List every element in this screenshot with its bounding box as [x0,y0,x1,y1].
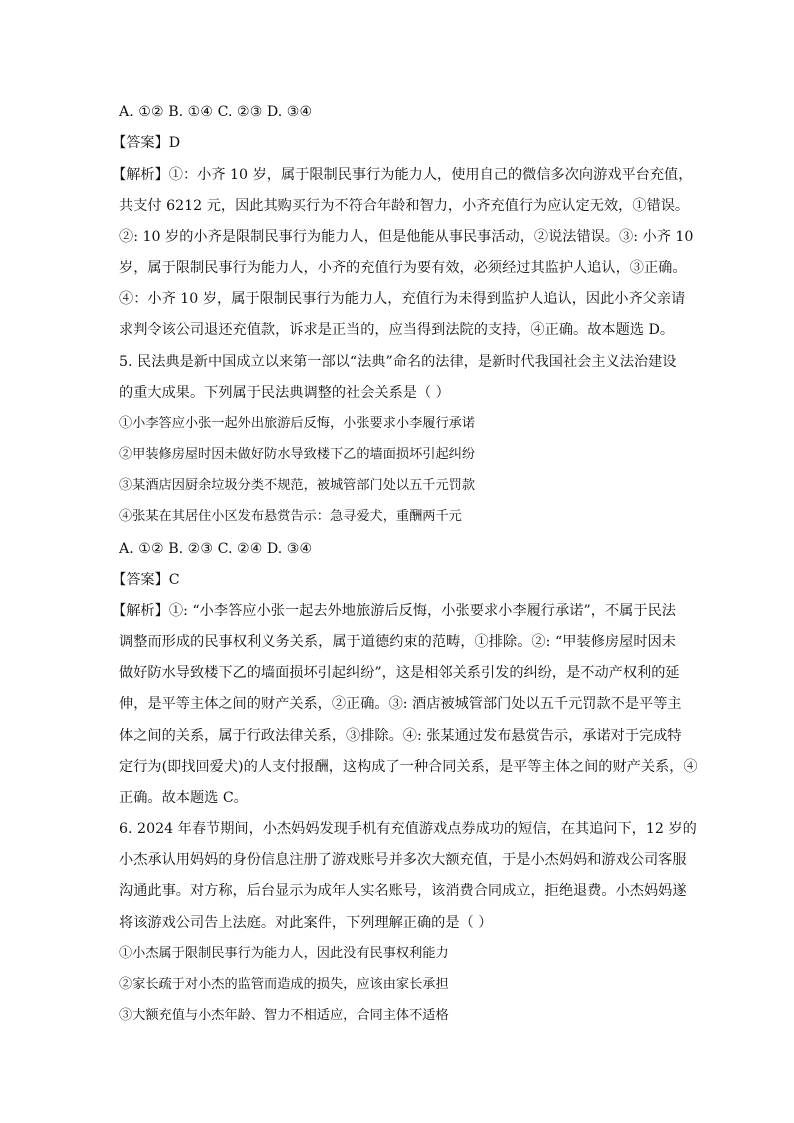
q4-analysis-line-5: ④：小齐 10 岁，属于限制民事行为能力人，充值行为未得到监护人追认，因此小齐父亲请 [119,291,686,307]
q5-options: A. ①② B. ②③ C. ②④ D. ③④ [119,541,313,557]
q4-analysis-line-6: 求判令该公司退还充值款，诉求是正当的，应当得到法院的支持，④正确。故本题选 D。 [119,322,675,338]
q4-analysis-line-2: 共支付 6212 元，因此其购买行为不符合年龄和智力，小齐充值行为应认定无效，①错误。 [119,198,690,214]
q4-options: A. ①② B. ①④ C. ②③ D. ③④ [119,104,313,120]
q6-item-1: ①小杰属于限制民事行为能力人，因此没有民事权利能力 [119,946,449,961]
q6-stem-line-2: 小杰承认用妈妈的身份信息注册了游戏账号并多次大额充值，于是小杰妈妈和游戏公司客服 [119,852,687,868]
q4-analysis-line-4: 岁，属于限制民事行为能力人，小齐的充值行为要有效，必须经过其监护人追认，③正确。 [119,260,687,276]
q5-analysis-line-5: 体之间的关系，属于行政法律关系，③排除。④: 张某通过发布悬赏告示，承诺对于完成特 [119,728,682,744]
q6-stem-line-3: 沟通此事。对方称，后台显示为成年人实名账号，该消费合同成立，拒绝退费。小杰妈妈遂 [119,883,687,899]
q4-analysis-line-1: 【解析】①：小齐 10 岁，属于限制民事行为能力人，使用自己的微信多次向游戏平台充值， [112,167,693,183]
q5-stem-line-2: 的重大成果。下列属于民法典调整的社会关系是（ ） [119,385,450,401]
q5-item-1: ①小李答应小张一起外出旅游后反悔，小张要求小李履行承诺 [119,416,476,431]
q5-analysis-line-3: 做好防水导致楼下乙的墙面损坏引起纠纷”，这是相邻关系引发的纠纷，是不动产权利的延 [119,665,680,681]
q5-stem-line-1: 5. 民法典是新中国成立以来第一部以“法典”命名的法律，是新时代我国社会主义法治建设 [119,354,677,370]
q5-item-2: ②甲装修房屋时因未做好防水导致楼下乙的墙面损坏引起纠纷 [119,447,476,462]
q6-stem-line-1: 6. 2024 年春节期间，小杰妈妈发现手机有充值游戏点券成功的短信，在其追问下，12 岁的 [119,821,697,837]
q5-analysis-line-4: 伸，是平等主体之间的财产关系，②正确。③: 酒店被城管部门处以五千元罚款不是平等主 [119,696,682,712]
q4-analysis-line-3: ②: 10 岁的小齐是限制民事行为能力人，但是他能从事民事活动，②说法错误。③: 小齐 10 [119,229,694,245]
q5-analysis-line-6: 定行为(即找回爱犬)的人支付报酬，这构成了一种合同关系，是平等主体之间的财产关系，④ [119,759,698,775]
q4-answer: 【答案】D [112,135,181,151]
q5-analysis-line-7: 正确。故本题选 C。 [119,790,248,806]
q6-stem-line-4: 将该游戏公司告上法庭。对此案件，下列理解正确的是（ ） [119,915,493,931]
q5-answer: 【答案】C [112,572,180,588]
q5-item-4: ④张某在其居住小区发布悬赏告示：急寻爱犬，重酬两千元 [119,509,462,524]
q6-item-2: ②家长疏于对小杰的监管而造成的损失，应该由家长承担 [119,977,449,992]
q5-analysis-line-1: 【解析】①: “小李答应小张一起去外地旅游后反悔，小张要求小李履行承诺”，不属于民法 [112,603,676,619]
q6-item-3: ③大额充值与小杰年龄、智力不相适应，合同主体不适格 [119,1008,449,1023]
q5-analysis-line-2: 调整而形成的民事权利义务关系，属于道德约束的范畴，①排除。②: “甲装修房屋时因未 [119,634,676,650]
q5-item-3: ③某酒店因厨余垃圾分类不规范，被城管部门处以五千元罚款 [119,478,476,493]
